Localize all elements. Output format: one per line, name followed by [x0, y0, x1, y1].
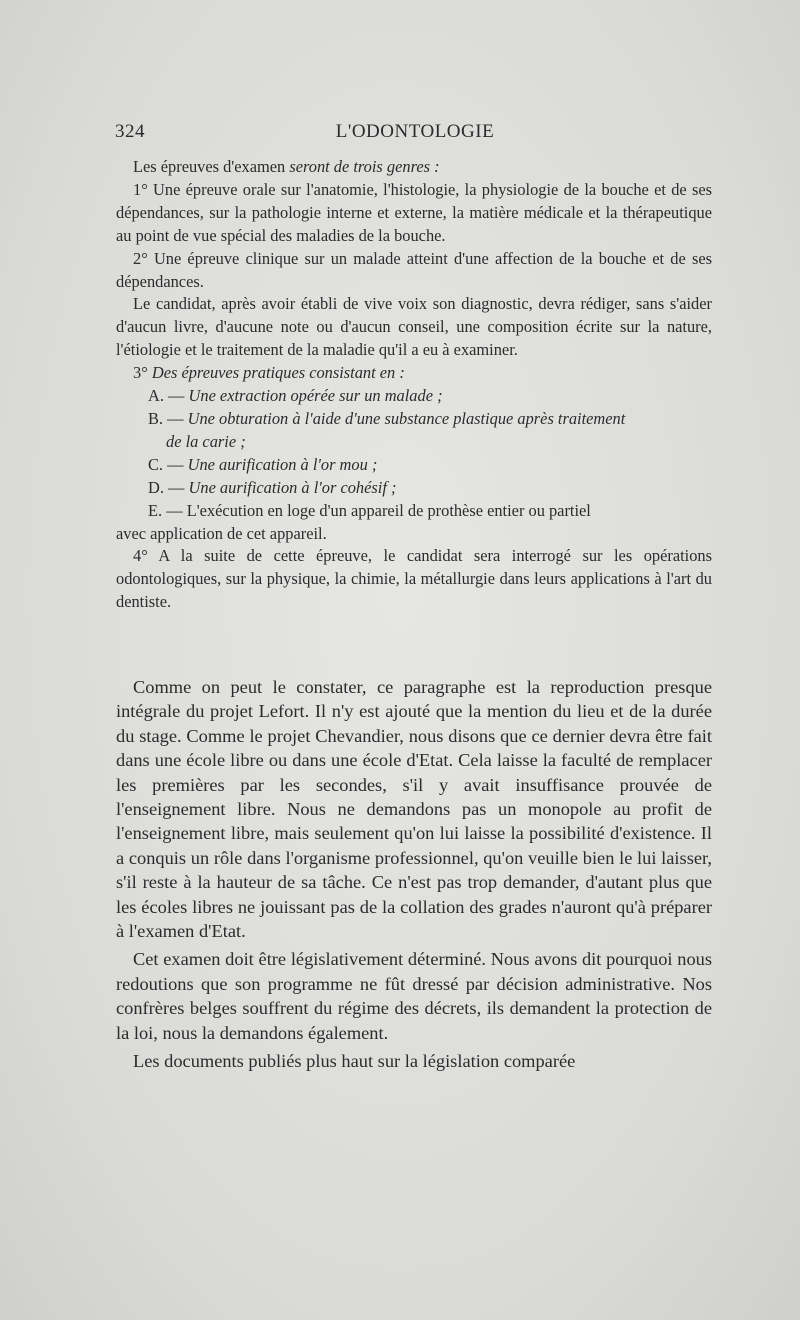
clinical-exam-paragraph: 2° Une épreuve clinique sur un malade atteint d'une affection de la bouche et de ses dépendances. — [116, 248, 712, 291]
list-item: B. — Une obturation à l'aide d'une substance plastique après traitement — [148, 408, 626, 428]
oral-exam-paragraph: 1° Une épreuve orale sur l'anatomie, l'histologie, la physiologie de la bouche et de ses dépendances, sur la pathologie interne et externe, la matière médicale et la thérapeutique au point de vue spécial des maladies de la bouche. — [116, 179, 712, 245]
running-title: L'ODONTOLOGIE — [335, 121, 495, 142]
running-header — [115, 121, 715, 147]
body-paragraph: Cet examen doit être législativement déterminé. Nous avons dit pourquoi nous redoutions que son programme ne fût dressé par décision administrative. Nos confrères belges souffrent du régime des décrets, ils demandent la protection de la loi, nous la demandons également. — [116, 949, 712, 1043]
list-item: E. — L'exécution en loge d'un appareil de prothèse entier ou partiel — [148, 500, 591, 520]
body-paragraph: Les documents publiés plus haut sur la législation comparée — [133, 1051, 576, 1072]
body-paragraph: Comme on peut le constater, ce paragraphe est la reproduction presque intégrale du projet Lefort. Il n'y est ajouté que la mention du lieu et de la durée du stage. Comme le projet Chevandier, nous disons que ce dernier devra être fait dans une école libre ou dans une école d'Etat. Cela laisse la faculté de remplacer les premières par les secondes, s'il y avait insuffisance prouvée de l'enseignement libre. Nous ne demandons pas un monopole au profit de l'enseignement libre, mais seulement qu'on lui laisse la possibilité d'existence. Il a conquis un rôle dans l'organisme professionnel, qu'on veuille bien le lui laisser, s'il reste à la hauteur de sa tâche. Ce n'est pas trop demander, d'autant plus que les écoles libres ne jouissant pas de la collation des grades n'auront qu'à préparer à l'examen d'Etat. — [116, 677, 712, 942]
list-item-continuation: avec application de cet appareil. — [116, 523, 327, 543]
page-number: 324 — [115, 121, 145, 142]
list-item: A. — Une extraction opérée sur un malade ; — [148, 386, 443, 406]
written-composition-paragraph: Le candidat, après avoir établi de vive voix son diagnostic, devra rédiger, sans s'aider d'aucun livre, d'aucune note ou d'aucun conseil, une composition écrite sur la nature, l'étiologie et le traitement de la maladie qu'il a eu à examiner. — [116, 294, 712, 360]
commentary-block — [116, 675, 712, 1074]
follow-up-paragraph: 4° A la suite de cette épreuve, le candidat sera interrogé sur les opérations odontologiques, sur la physique, la chimie, la métallurgie dans leurs applications à l'art du dentiste. — [116, 546, 712, 612]
list-item: C. — Une aurification à l'or mou ; — [148, 454, 378, 474]
practical-exam-heading: 3° Des épreuves pratiques consistant en : — [133, 363, 405, 383]
list-item-continuation: de la carie ; — [166, 431, 246, 451]
list-item: D. — Une aurification à l'or cohésif ; — [148, 477, 397, 497]
quoted-regulation-block — [116, 156, 712, 614]
intro-paragraph: Les épreuves d'examen seront de trois genres : — [133, 157, 440, 176]
